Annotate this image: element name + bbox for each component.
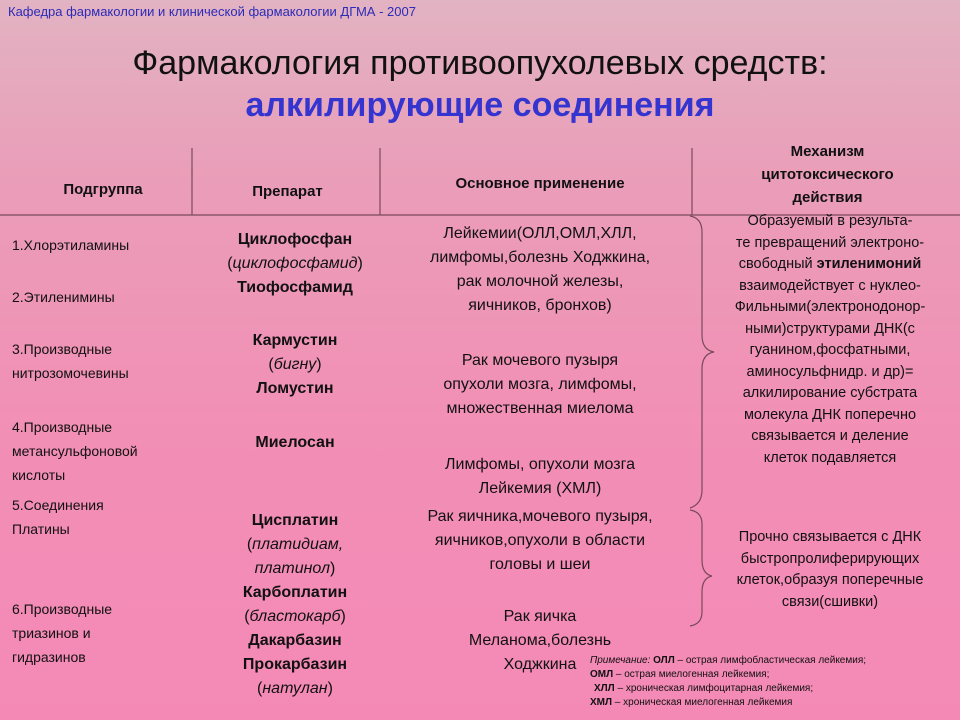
column-header-mechanism bbox=[700, 140, 955, 209]
subgroup-6 bbox=[12, 597, 192, 669]
subgroup-line: 3.Производные bbox=[12, 341, 113, 357]
subgroup-5 bbox=[12, 493, 192, 541]
subgroup-line: 2.Этиленимины bbox=[12, 289, 115, 305]
drugs-group-1 bbox=[200, 228, 390, 300]
drug-synonym: циклофосфамид bbox=[232, 255, 358, 272]
mechanism-line bbox=[705, 254, 955, 276]
column-header-drug: Препарат bbox=[252, 183, 323, 200]
mechanism-text: свободный bbox=[738, 256, 817, 272]
mechanism-block-2 bbox=[705, 527, 955, 613]
use-line: Меланома,болезнь bbox=[468, 632, 612, 649]
use-line: множественная миелома bbox=[446, 400, 634, 417]
mechanism-line: те превращений электроно- bbox=[735, 234, 925, 251]
paren: ) bbox=[357, 255, 363, 272]
drug-synonym: бластокарб bbox=[249, 608, 341, 625]
drug-name: Прокарбазин bbox=[242, 656, 348, 673]
paren: ( bbox=[257, 680, 263, 697]
use-block-2 bbox=[390, 349, 690, 421]
mechanism-line: ными)структурами ДНК(с bbox=[745, 320, 915, 337]
column-header-subgroup: Подгруппа bbox=[63, 181, 143, 198]
slide-subtitle: алкилирующие соединения bbox=[245, 86, 715, 124]
subgroup-line: гидразинов bbox=[12, 649, 86, 665]
subgroup-line: кислоты bbox=[12, 467, 66, 483]
drug-name: Ломустин bbox=[256, 380, 334, 397]
mechanism-line: клеток подавляется bbox=[763, 449, 897, 466]
header-caption: Кафедра фармакологии и клинической фармакологии ДГМА - 2007 bbox=[8, 4, 416, 19]
drug-name: Тиофосфамид bbox=[237, 279, 353, 296]
drug-name: Дакарбазин bbox=[248, 632, 342, 649]
paren: ) bbox=[316, 356, 322, 373]
subgroup-line: 6.Производные bbox=[12, 601, 113, 617]
footnote-abbr: ОМЛ bbox=[590, 669, 614, 680]
subgroup-line: нитрозомочевины bbox=[12, 365, 129, 381]
mechanism-line: Фильными(электронодонор- bbox=[734, 299, 926, 315]
use-block-4 bbox=[390, 505, 690, 577]
mechanism-line: гуанином,фосфатными, bbox=[749, 342, 911, 358]
use-line: опухоли мозга, лимфомы, bbox=[443, 376, 637, 393]
use-line: яичников,опухоли в области bbox=[434, 532, 646, 549]
drugs-group-4 bbox=[200, 509, 390, 701]
paren: ( bbox=[227, 255, 233, 272]
drug-name: Миелосан bbox=[255, 434, 335, 451]
mechanism-line: быстропролиферирующих bbox=[740, 550, 920, 567]
drug-name: Кармустин bbox=[252, 332, 338, 349]
use-line: Лейкемии(ОЛЛ,ОМЛ,ХЛЛ, bbox=[443, 225, 637, 242]
use-block-1 bbox=[390, 222, 690, 318]
use-line: рак молочной железы, bbox=[456, 273, 624, 290]
paren: ( bbox=[244, 608, 250, 625]
subgroup-line: Платины bbox=[12, 521, 70, 537]
slide-title: Фармакология противоопухолевых средств: bbox=[132, 44, 828, 82]
subgroup-line: метансульфоновой bbox=[12, 443, 138, 459]
mechanism-keyword: этиленимоний bbox=[816, 256, 922, 272]
footnote-abbr: ХМЛ bbox=[590, 697, 613, 708]
mechanism-header-line: Механизм bbox=[790, 143, 865, 160]
use-line: Рак яичника,мочевого пузыря, bbox=[427, 508, 653, 525]
drugs-group-3 bbox=[200, 431, 390, 455]
use-line: Лейкемия (ХМЛ) bbox=[478, 480, 602, 497]
use-line: яичников, бронхов) bbox=[468, 297, 612, 314]
mechanism-line: клеток,образуя поперечные bbox=[736, 572, 924, 588]
mechanism-line: связи(сшивки) bbox=[781, 593, 879, 610]
footnote-text: – хроническая миелогенная лейкемия bbox=[612, 697, 793, 708]
mechanism-line: молекула ДНК поперечно bbox=[743, 406, 917, 423]
mechanism-line: аминосульфнидр. и др)= bbox=[746, 363, 914, 380]
use-block-3 bbox=[390, 453, 690, 501]
use-line: Ходжкина bbox=[503, 656, 577, 673]
mechanism-block-1 bbox=[705, 211, 955, 469]
drug-name: Карбоплатин bbox=[242, 584, 348, 601]
paren: ( bbox=[246, 536, 253, 553]
drug-synonym: бигну bbox=[273, 356, 317, 373]
use-line: Рак мочевого пузыря bbox=[461, 352, 619, 369]
use-line: Лимфомы, опухоли мозга bbox=[445, 456, 635, 473]
subgroup-line: 1.Хлорэтиламины bbox=[12, 237, 130, 253]
drug-synonym: натулан bbox=[262, 680, 328, 697]
drug-name: Циклофосфан bbox=[237, 231, 353, 248]
subgroup-line: 4.Производные bbox=[12, 419, 113, 435]
paren: ) bbox=[330, 560, 336, 577]
subgroup-line: триазинов и bbox=[12, 625, 91, 641]
subgroup-3 bbox=[12, 337, 192, 385]
drugs-group-2 bbox=[200, 329, 390, 401]
mechanism-line: алкилирование субстрата bbox=[742, 385, 918, 401]
drug-name: Цисплатин bbox=[251, 512, 339, 529]
footnote-text: – острая миелогенная лейкемия; bbox=[613, 669, 770, 680]
footnote-abbr: ХЛЛ bbox=[594, 683, 615, 694]
mechanism-line: взаимодействует с нуклео- bbox=[739, 277, 921, 294]
mechanism-header-line: цитотоксического bbox=[761, 166, 894, 183]
footnote-text: – острая лимфобластическая лейкемия; bbox=[674, 655, 867, 666]
footnote-abbr: ОЛЛ bbox=[653, 655, 675, 666]
use-line: головы и шеи bbox=[489, 556, 591, 573]
footnote-label: Примечание: bbox=[590, 655, 651, 666]
subgroup-line: 5.Соединения bbox=[12, 497, 104, 513]
mechanism-line: связывается и деление bbox=[751, 428, 909, 444]
paren: ( bbox=[268, 356, 274, 373]
footnote bbox=[590, 654, 960, 710]
paren: ) bbox=[340, 608, 346, 625]
use-line: лимфомы,болезнь Ходжкина, bbox=[429, 249, 651, 266]
subgroup-4 bbox=[12, 415, 192, 487]
column-header-use: Основное применение bbox=[455, 175, 625, 192]
mechanism-line: Прочно связывается с ДНК bbox=[738, 529, 922, 545]
subgroup-2 bbox=[12, 285, 192, 309]
drug-synonym: платидиам, bbox=[252, 536, 344, 553]
use-line: Рак яичка bbox=[503, 608, 577, 625]
footnote-text: – хроническая лимфоцитарная лейкемия; bbox=[614, 683, 814, 694]
paren: ) bbox=[327, 680, 333, 697]
subgroup-1 bbox=[12, 233, 192, 257]
mechanism-line: Образуемый в результа- bbox=[747, 213, 913, 229]
drug-synonym: платинол bbox=[254, 560, 330, 577]
mechanism-header-line: действия bbox=[792, 189, 863, 206]
